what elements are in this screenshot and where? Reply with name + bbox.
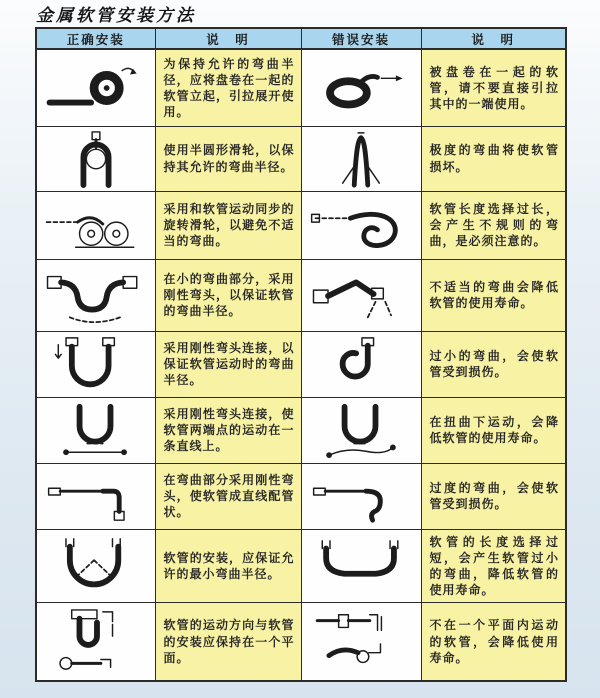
twisted-motion-icon xyxy=(307,401,415,459)
header-correct-install: 正确安装 xyxy=(36,28,155,49)
inline-motion-icon xyxy=(42,401,150,459)
min-bend-radius-icon xyxy=(42,535,150,597)
wrong-image-cell xyxy=(301,191,421,259)
header-wrong-install: 错误安装 xyxy=(301,28,421,49)
correct-image-cell xyxy=(36,259,155,331)
extreme-bend-icon xyxy=(307,130,415,188)
rigid-elbow-connection-icon xyxy=(42,335,150,393)
wrong-description: 过度的弯曲，会使软管受到损伤。 xyxy=(421,463,566,529)
correct-description: 软管的运动方向与软管的安装应保持在一个平面。 xyxy=(155,602,301,681)
wrong-description: 软管长度选择过长，会产生不规则的弯曲，是必须注意的。 xyxy=(421,191,566,259)
over-bend-icon xyxy=(307,467,415,525)
wrong-description: 不在一个平面内运动的软管，会降低使用寿命。 xyxy=(421,602,566,681)
wrong-image-cell xyxy=(301,529,421,602)
correct-description: 使用半圆形滑轮，以保持其允许的弯曲半径。 xyxy=(155,126,301,191)
coiled-hose-stood-up-icon xyxy=(42,57,150,119)
correct-image-cell xyxy=(36,397,155,463)
correct-image-cell xyxy=(36,529,155,602)
table-row xyxy=(36,49,566,126)
correct-description: 采用刚性弯头连接，使软管两端点的运动在一条直线上。 xyxy=(155,397,301,463)
table-row xyxy=(36,602,566,681)
wrong-image-cell xyxy=(301,397,421,463)
out-of-plane-motion-icon xyxy=(307,607,415,677)
wrong-description: 被盘卷在一起的软管，请不要直接引拉其中的一端使用。 xyxy=(421,49,566,126)
wrong-image-cell xyxy=(301,463,421,529)
wrong-description: 软管的长度选择过短，会产生软管过小的弯曲，降低软管的使用寿命。 xyxy=(421,529,566,602)
rigid-elbow-small-bend-icon xyxy=(42,263,150,327)
correct-image-cell xyxy=(36,49,155,126)
improper-bend-icon xyxy=(307,263,415,327)
correct-description: 在小的弯曲部分，采用刚性弯头，以保证软管的弯曲半径。 xyxy=(155,259,301,331)
correct-description: 采用和软管运动同步的旋转滑轮，以避免不适当的弯曲。 xyxy=(155,191,301,259)
straight-piping-elbow-icon xyxy=(42,467,150,525)
wrong-description: 在扭曲下运动，会降低软管的使用寿命。 xyxy=(421,397,566,463)
header-description-1: 说 明 xyxy=(155,28,301,49)
synchronized-rollers-icon xyxy=(42,195,150,255)
header-description-2: 说 明 xyxy=(421,28,566,49)
wrong-description: 过小的弯曲，会使软管受到损伤。 xyxy=(421,331,566,397)
header-row xyxy=(36,28,566,49)
same-plane-motion-icon xyxy=(42,607,150,677)
wrong-image-cell xyxy=(301,259,421,331)
wrong-image-cell xyxy=(301,49,421,126)
table-row xyxy=(36,397,566,463)
correct-image-cell xyxy=(36,126,155,191)
wrong-image-cell xyxy=(301,602,421,681)
correct-image-cell xyxy=(36,191,155,259)
page-title: 金属软管安装方法 xyxy=(36,6,196,26)
installation-method-table xyxy=(35,27,567,682)
hose-over-pulley-icon xyxy=(42,130,150,188)
correct-image-cell xyxy=(36,463,155,529)
too-small-bend-icon xyxy=(307,335,415,393)
wrong-image-cell xyxy=(301,331,421,397)
table-row xyxy=(36,259,566,331)
table-row xyxy=(36,331,566,397)
correct-image-cell xyxy=(36,602,155,681)
correct-description: 采用刚性弯头连接，以保证软管运动时的弯曲半径。 xyxy=(155,331,301,397)
coiled-hose-pulled-icon xyxy=(307,57,415,119)
correct-description: 在弯曲部分采用刚性弯头，使软管成直线配管状。 xyxy=(155,463,301,529)
wrong-description: 极度的弯曲将使软管损坏。 xyxy=(421,126,566,191)
wrong-image-cell xyxy=(301,126,421,191)
table-row xyxy=(36,126,566,191)
table-row xyxy=(36,529,566,602)
table-row xyxy=(36,191,566,259)
correct-image-cell xyxy=(36,331,155,397)
overlong-hose-loop-icon xyxy=(307,195,415,255)
table-row xyxy=(36,463,566,529)
correct-description: 软管的安装，应保证允许的最小弯曲半径。 xyxy=(155,529,301,602)
correct-description: 为保持允许的弯曲半径，应将盘卷在一起的软管立起，引拉展开使用。 xyxy=(155,49,301,126)
too-short-hose-icon xyxy=(307,535,415,597)
wrong-description: 不适当的弯曲会降低软管的使用寿命。 xyxy=(421,259,566,331)
